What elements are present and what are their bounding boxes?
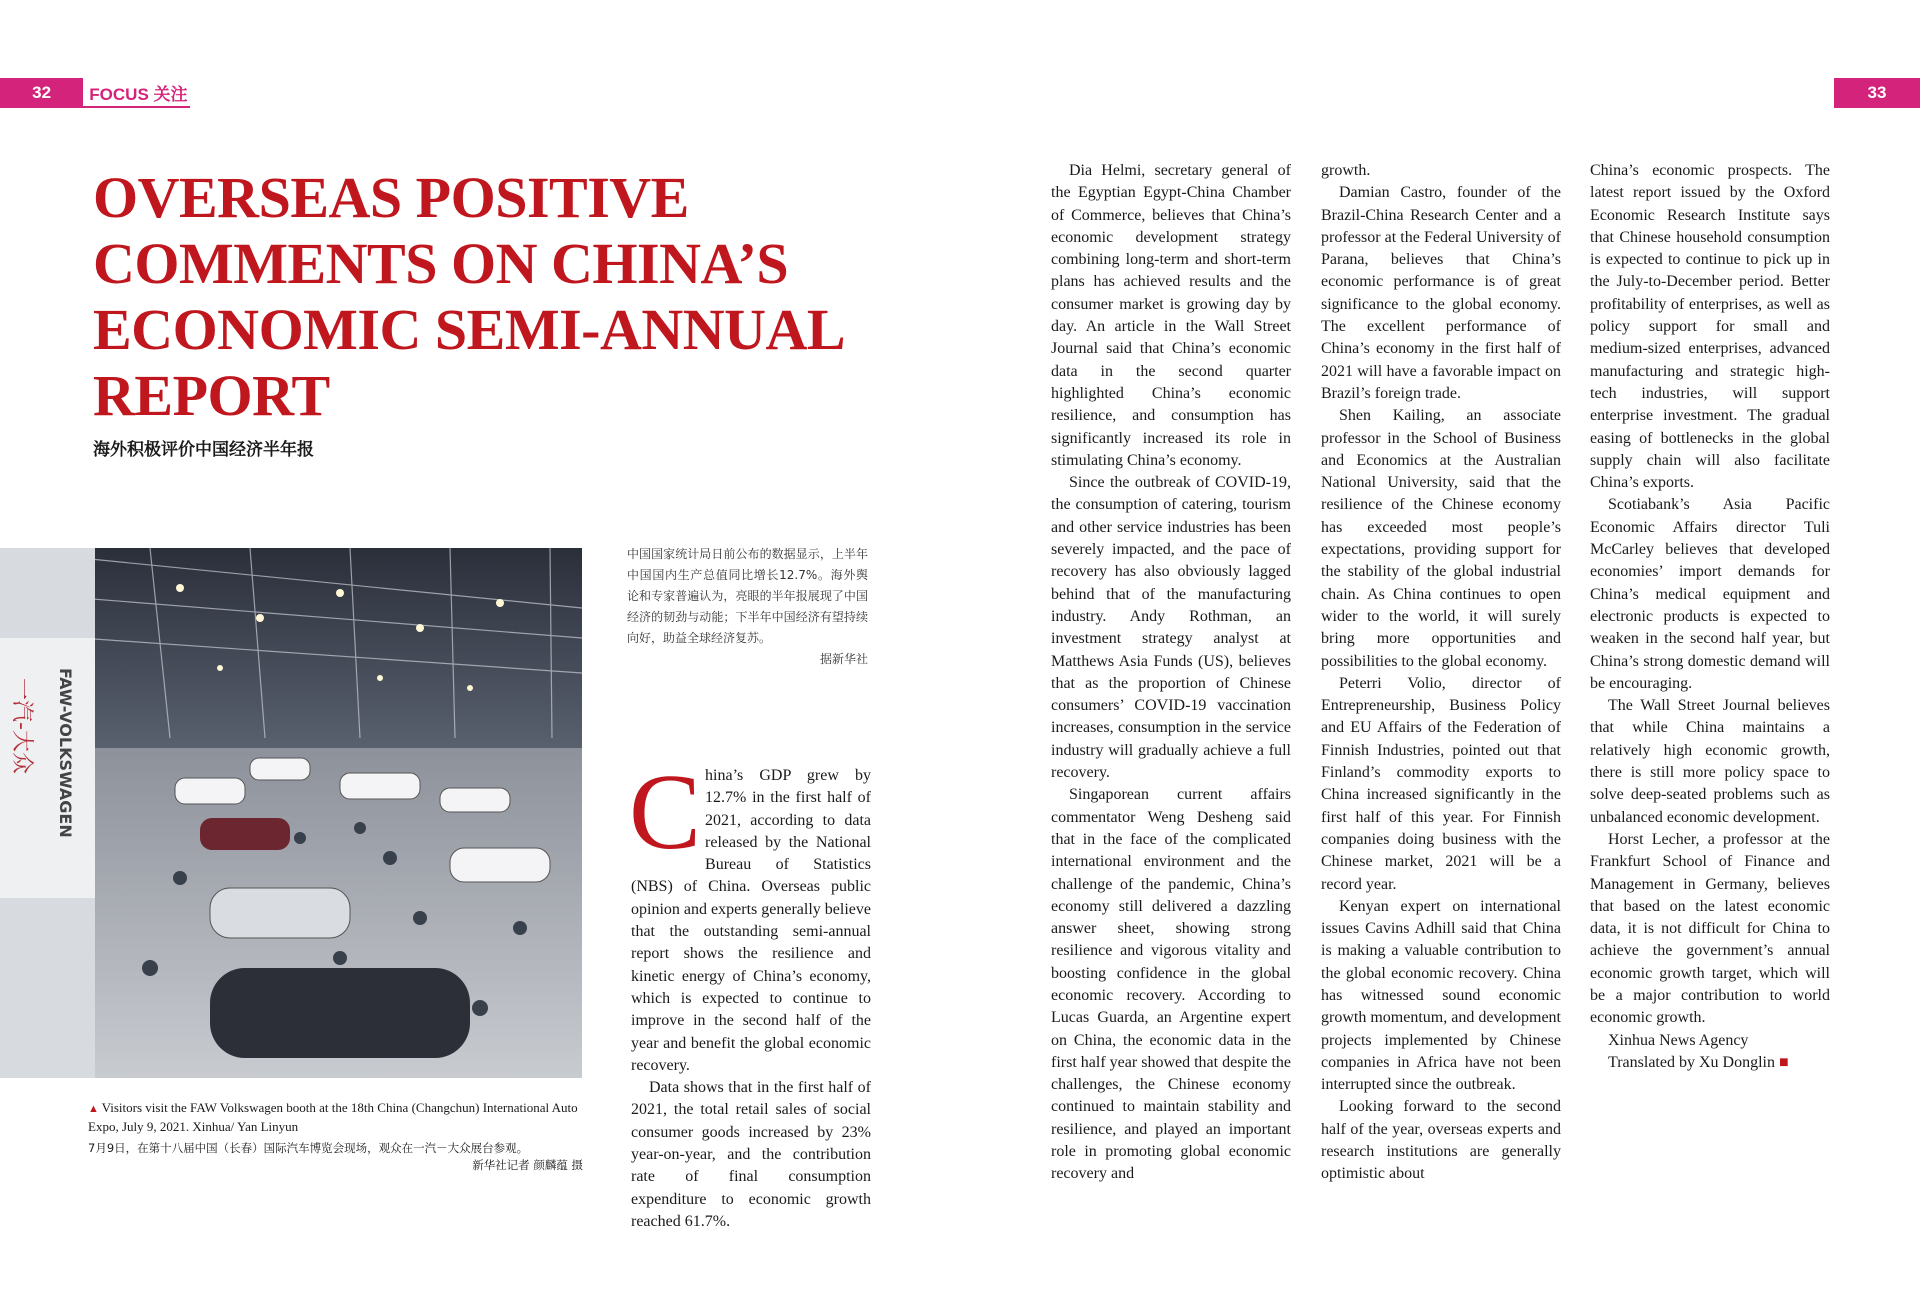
summary-cn xyxy=(627,544,868,670)
right-page-number: 33 xyxy=(1834,78,1920,108)
body-paragraph: growth. xyxy=(1321,162,1371,179)
photo-credit-cn: 新华社记者 颜麟蕴 摄 xyxy=(472,1158,583,1172)
end-mark-icon: ■ xyxy=(1778,1053,1789,1071)
left-page-number: 32 xyxy=(0,78,83,108)
photo-caption-cn xyxy=(88,1140,583,1174)
photo-illustration xyxy=(0,548,582,1078)
article-source: Xinhua News Agency xyxy=(1608,1031,1749,1049)
body-paragraph: Looking forward to the second half of the year, overseas experts and research institutions are generally optimistic about xyxy=(1321,1098,1561,1183)
body-paragraph: Data shows that in the first half of 2021, the total retail sales of social consumer goods increased by 23% year-on-year, and the contribution rate of final consumption expenditure to economic growth reached 61.7%. xyxy=(631,1079,871,1230)
body-paragraph: Damian Castro, founder of the Brazil-China Research Center and a professor at the Federal University of Parana, believes that China’s economic performance is of great significance to the global economy. The excellent performance of China’s economy in the first half of 2021 will have a favorable impact on Brazil’s foreign trade. xyxy=(1321,184,1561,402)
left-page-header xyxy=(0,78,190,108)
body-paragraph: The Wall Street Journal believes that while China maintains a relatively high economic growth, there is still more policy space to solve deep-seated problems such as unbalanced economic development. xyxy=(1590,697,1830,826)
body-column-4 xyxy=(1590,160,1830,1074)
article-translator xyxy=(1590,1052,1830,1074)
body-paragraph: Peterri Volio, director of Entrepreneurship, Business Policy and EU Affairs of the Federation of Finnish Industries, pointed out that Finland’s commodity exports to China increased significantly in the first half of this year. For Finnish companies doing business with the Chinese market, 2021 will be a record year. xyxy=(1321,674,1561,893)
body-paragraph: Singaporean current affairs commentator Weng Desheng said that in the face of the complicated international environment and the challenge of the pandemic, China’s economy still delivered a dazzling answer sheet, showing strong resilience and vigorous vitality and boosting confidence in the global economic recovery. According to Lucas Guarda, an Argentine expert on China, the economic data in the first half year showed that despite the challenges, the Chinese economy continued to maintain stability and resilience, and played an important role in promoting global economic recovery and xyxy=(1051,786,1291,1183)
paragraph-text: hina’s GDP grew by 12.7% in the first half of 2021, according to data released by the National Bureau of Statistics (NBS) of China. Overseas public opinion and experts generally believe that the outstanding semi-annual report shows the resilience and kinetic energy of China’s economy, which is expected to continue to improve in the second half of the year and benefit the global economic recovery. xyxy=(631,767,871,1074)
article-title: OVERSEAS POSITIVE COMMENTS ON CHINA’S ECONOMIC SEMI-ANNUAL REPORT xyxy=(93,165,842,428)
body-paragraph: Kenyan expert on international issues Cavins Adhill said that China is making a valuable contribution to the global economic recovery. China has witnessed sound economic growth momentum, and development projects implemented by Chinese companies in Africa have not been interrupted since the outbreak. xyxy=(1321,897,1561,1094)
body-paragraph: Shen Kailing, an associate professor in the School of Business and Economics at the Australian National University, said that the resilience of the Chinese economy has exceeded most people’s expectations, providing support for the stability of the global industrial chain. As China continues to open wider to the world, it will surely bring more opportunities and possibilities to the global economy. xyxy=(1321,407,1561,670)
body-paragraph: Scotiabank’s Asia Pacific Economic Affairs director Tuli McCarley believes that developed economies’ import demands for China’s medical equipment and electronic products is expected to weaken in the second half year, but China’s strong domestic demand will be encouraging. xyxy=(1590,496,1830,692)
booth-sign-en: FAW-VOLKSWAGEN xyxy=(56,668,75,838)
caption-en-text: Visitors visit the FAW Volkswagen booth at the 18th China (Changchun) International Auto Expo, July 9, 2021. Xinhua/ Yan Linyun xyxy=(88,1100,578,1134)
caption-cn-text: 7月9日，在第十八届中国（长春）国际汽车博览会现场，观众在一汽－大众展台参观。 xyxy=(88,1141,529,1155)
drop-cap: C xyxy=(629,753,702,872)
body-column-1 xyxy=(629,753,871,1233)
article-subtitle-cn: 海外积极评价中国经济半年报 xyxy=(93,440,314,460)
caption-marker-icon: ▲ xyxy=(88,1103,102,1115)
body-paragraph: Dia Helmi, secretary general of the Egyptian Egypt-China Chamber of Commerce, believes that China’s economic development strategy combining long-term and short-term plans has achieved results and the consumer market is growing day by day. An article in the Wall Street Journal said that China’s economic data in the second quarter highlighted China’s economic resilience, and consumption has significantly increased its role in stimulating China’s economy. xyxy=(1051,162,1291,469)
photo-caption-en xyxy=(88,1099,583,1135)
auto-expo-photo xyxy=(0,548,582,1078)
body-column-2 xyxy=(1051,160,1291,1186)
summary-source-cn: 据新华社 xyxy=(819,652,868,666)
body-paragraph xyxy=(629,753,871,1077)
summary-cn-text: 中国国家统计局日前公布的数据显示，上半年中国国内生产总值同比增长12.7%。海外舆论和专家普遍认为，亮眼的半年报展现了中国经济的韧劲与动能；下半年中国经济有望持续向好，助益全球经济复苏。 xyxy=(627,547,868,645)
body-paragraph: Since the outbreak of COVID-19, the consumption of catering, tourism and other service industries has been severely impacted, and the pace of recovery has also obviously lagged behind that of the manufacturing industry. Andy Rothman, an investment strategy analyst at Matthews Asia Funds (US), believes that as the proportion of Chinese consumers’ COVID-19 vaccination increases, consumption in the service industry will gradually achieve a full recovery. xyxy=(1051,474,1291,782)
booth-sign-cn: 一汽-大众 xyxy=(9,678,34,774)
translator-text: Translated by Xu Donglin xyxy=(1608,1053,1775,1071)
body-column-3 xyxy=(1321,160,1561,1186)
body-paragraph: Horst Lecher, a professor at the Frankfurt School of Finance and Management in Germany, believes that based on the latest economic data, it is not difficult for China to achieve the government’s annual economic growth target, which will be a major contribution to world economic growth. xyxy=(1590,830,1830,1027)
body-paragraph: China’s economic prospects. The latest report issued by the Oxford Economic Research Institute says that Chinese household consumption is expected to continue to pick up in the July-to-December period. Better profitability of enterprises, as well as policy support for small and medium-sized enterprises, advanced manufacturing and strategic high-tech industries, will support enterprise investment. The gradual easing of bottlenecks in the global supply chain will also facilitate China’s exports. xyxy=(1590,162,1830,492)
section-label: FOCUS 关注 xyxy=(83,78,190,108)
